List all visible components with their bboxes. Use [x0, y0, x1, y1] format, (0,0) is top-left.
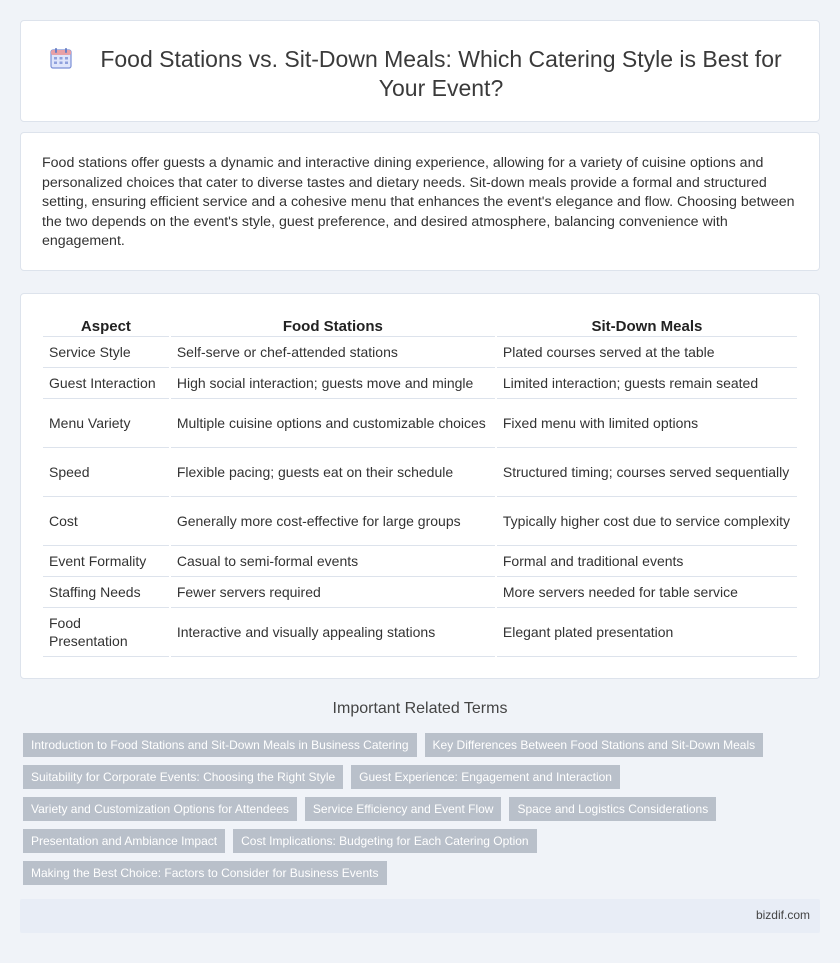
related-term-tag[interactable]: Key Differences Between Food Stations and Sit-Down Meals	[425, 733, 764, 757]
aspect-cell: Food Presentation	[43, 608, 169, 657]
food-stations-cell: Fewer servers required	[171, 577, 495, 608]
sit-down-meals-cell: Plated courses served at the table	[497, 337, 797, 368]
sit-down-meals-cell: Fixed menu with limited options	[497, 399, 797, 448]
sit-down-meals-cell: Formal and traditional events	[497, 546, 797, 577]
intro-card	[20, 132, 820, 271]
aspect-cell: Staffing Needs	[43, 577, 169, 608]
related-terms-title: Important Related Terms	[332, 700, 508, 717]
sit-down-meals-cell: Limited interaction; guests remain seated	[497, 368, 797, 399]
related-term-tag[interactable]: Guest Experience: Engagement and Interaction	[351, 765, 620, 789]
tag-row	[23, 765, 823, 789]
sit-down-meals-cell: More servers needed for table service	[497, 577, 797, 608]
tag-row	[23, 829, 823, 853]
sit-down-meals-cell: Typically higher cost due to service complexity	[497, 497, 797, 546]
table-row	[43, 337, 797, 368]
header-aspect: Aspect	[43, 316, 169, 337]
aspect-cell: Menu Variety	[43, 399, 169, 448]
food-stations-cell: Self-serve or chef-attended stations	[171, 337, 495, 368]
related-term-tag[interactable]: Variety and Customization Options for Attendees	[23, 797, 297, 821]
food-stations-cell: Casual to semi-formal events	[171, 546, 495, 577]
food-stations-cell: Interactive and visually appealing stations	[171, 608, 495, 657]
related-term-tag[interactable]: Presentation and Ambiance Impact	[23, 829, 225, 853]
related-term-tag[interactable]: Suitability for Corporate Events: Choosing the Right Style	[23, 765, 343, 789]
aspect-cell: Event Formality	[43, 546, 169, 577]
tag-row	[23, 797, 823, 821]
related-term-tag[interactable]: Introduction to Food Stations and Sit-Down Meals in Business Catering	[23, 733, 417, 757]
page-title: Food Stations vs. Sit-Down Meals: Which Catering Style is Best for Your Event?	[100, 46, 782, 101]
table-row	[43, 399, 797, 448]
sit-down-meals-cell: Structured timing; courses served sequentially	[497, 448, 797, 497]
header-card	[20, 20, 820, 122]
header-food-stations: Food Stations	[171, 316, 495, 337]
table-row	[43, 448, 797, 497]
aspect-cell: Guest Interaction	[43, 368, 169, 399]
calendar-icon	[49, 46, 73, 70]
table-row	[43, 577, 797, 608]
food-stations-cell: High social interaction; guests move and mingle	[171, 368, 495, 399]
footer	[20, 899, 820, 933]
header-sit-down-meals: Sit-Down Meals	[497, 316, 797, 337]
tag-row	[23, 733, 823, 757]
related-term-tag[interactable]: Service Efficiency and Event Flow	[305, 797, 502, 821]
tag-row	[23, 861, 823, 885]
food-stations-cell: Flexible pacing; guests eat on their schedule	[171, 448, 495, 497]
related-terms-list	[23, 733, 823, 893]
aspect-cell: Cost	[43, 497, 169, 546]
food-stations-cell: Multiple cuisine options and customizable choices	[171, 399, 495, 448]
table-row	[43, 546, 797, 577]
related-term-tag[interactable]: Space and Logistics Considerations	[509, 797, 716, 821]
related-term-tag[interactable]: Making the Best Choice: Factors to Consider for Business Events	[23, 861, 387, 885]
table-row	[43, 608, 797, 657]
table-row	[43, 497, 797, 546]
table-header-row	[43, 316, 797, 337]
comparison-table	[41, 316, 799, 657]
aspect-cell: Speed	[43, 448, 169, 497]
sit-down-meals-cell: Elegant plated presentation	[497, 608, 797, 657]
table-row	[43, 368, 797, 399]
comparison-table-card	[20, 293, 820, 679]
food-stations-cell: Generally more cost-effective for large groups	[171, 497, 495, 546]
footer-site[interactable]: bizdif.com	[755, 908, 810, 922]
intro-text: Food stations offer guests a dynamic and interactive dining experience, allowing for a variety of cuisine options and personalized choices that cater to diverse tastes and dietary needs. Sit-down meals provide a formal and structured setting, ensuring efficient service and a cohesive menu that enhances the event's elegance and flow. Choosing between the two depends on the event's style, guest preference, and desired atmosphere, balancing convenience with engagement.	[42, 155, 795, 249]
aspect-cell: Service Style	[43, 337, 169, 368]
related-term-tag[interactable]: Cost Implications: Budgeting for Each Catering Option	[233, 829, 536, 853]
